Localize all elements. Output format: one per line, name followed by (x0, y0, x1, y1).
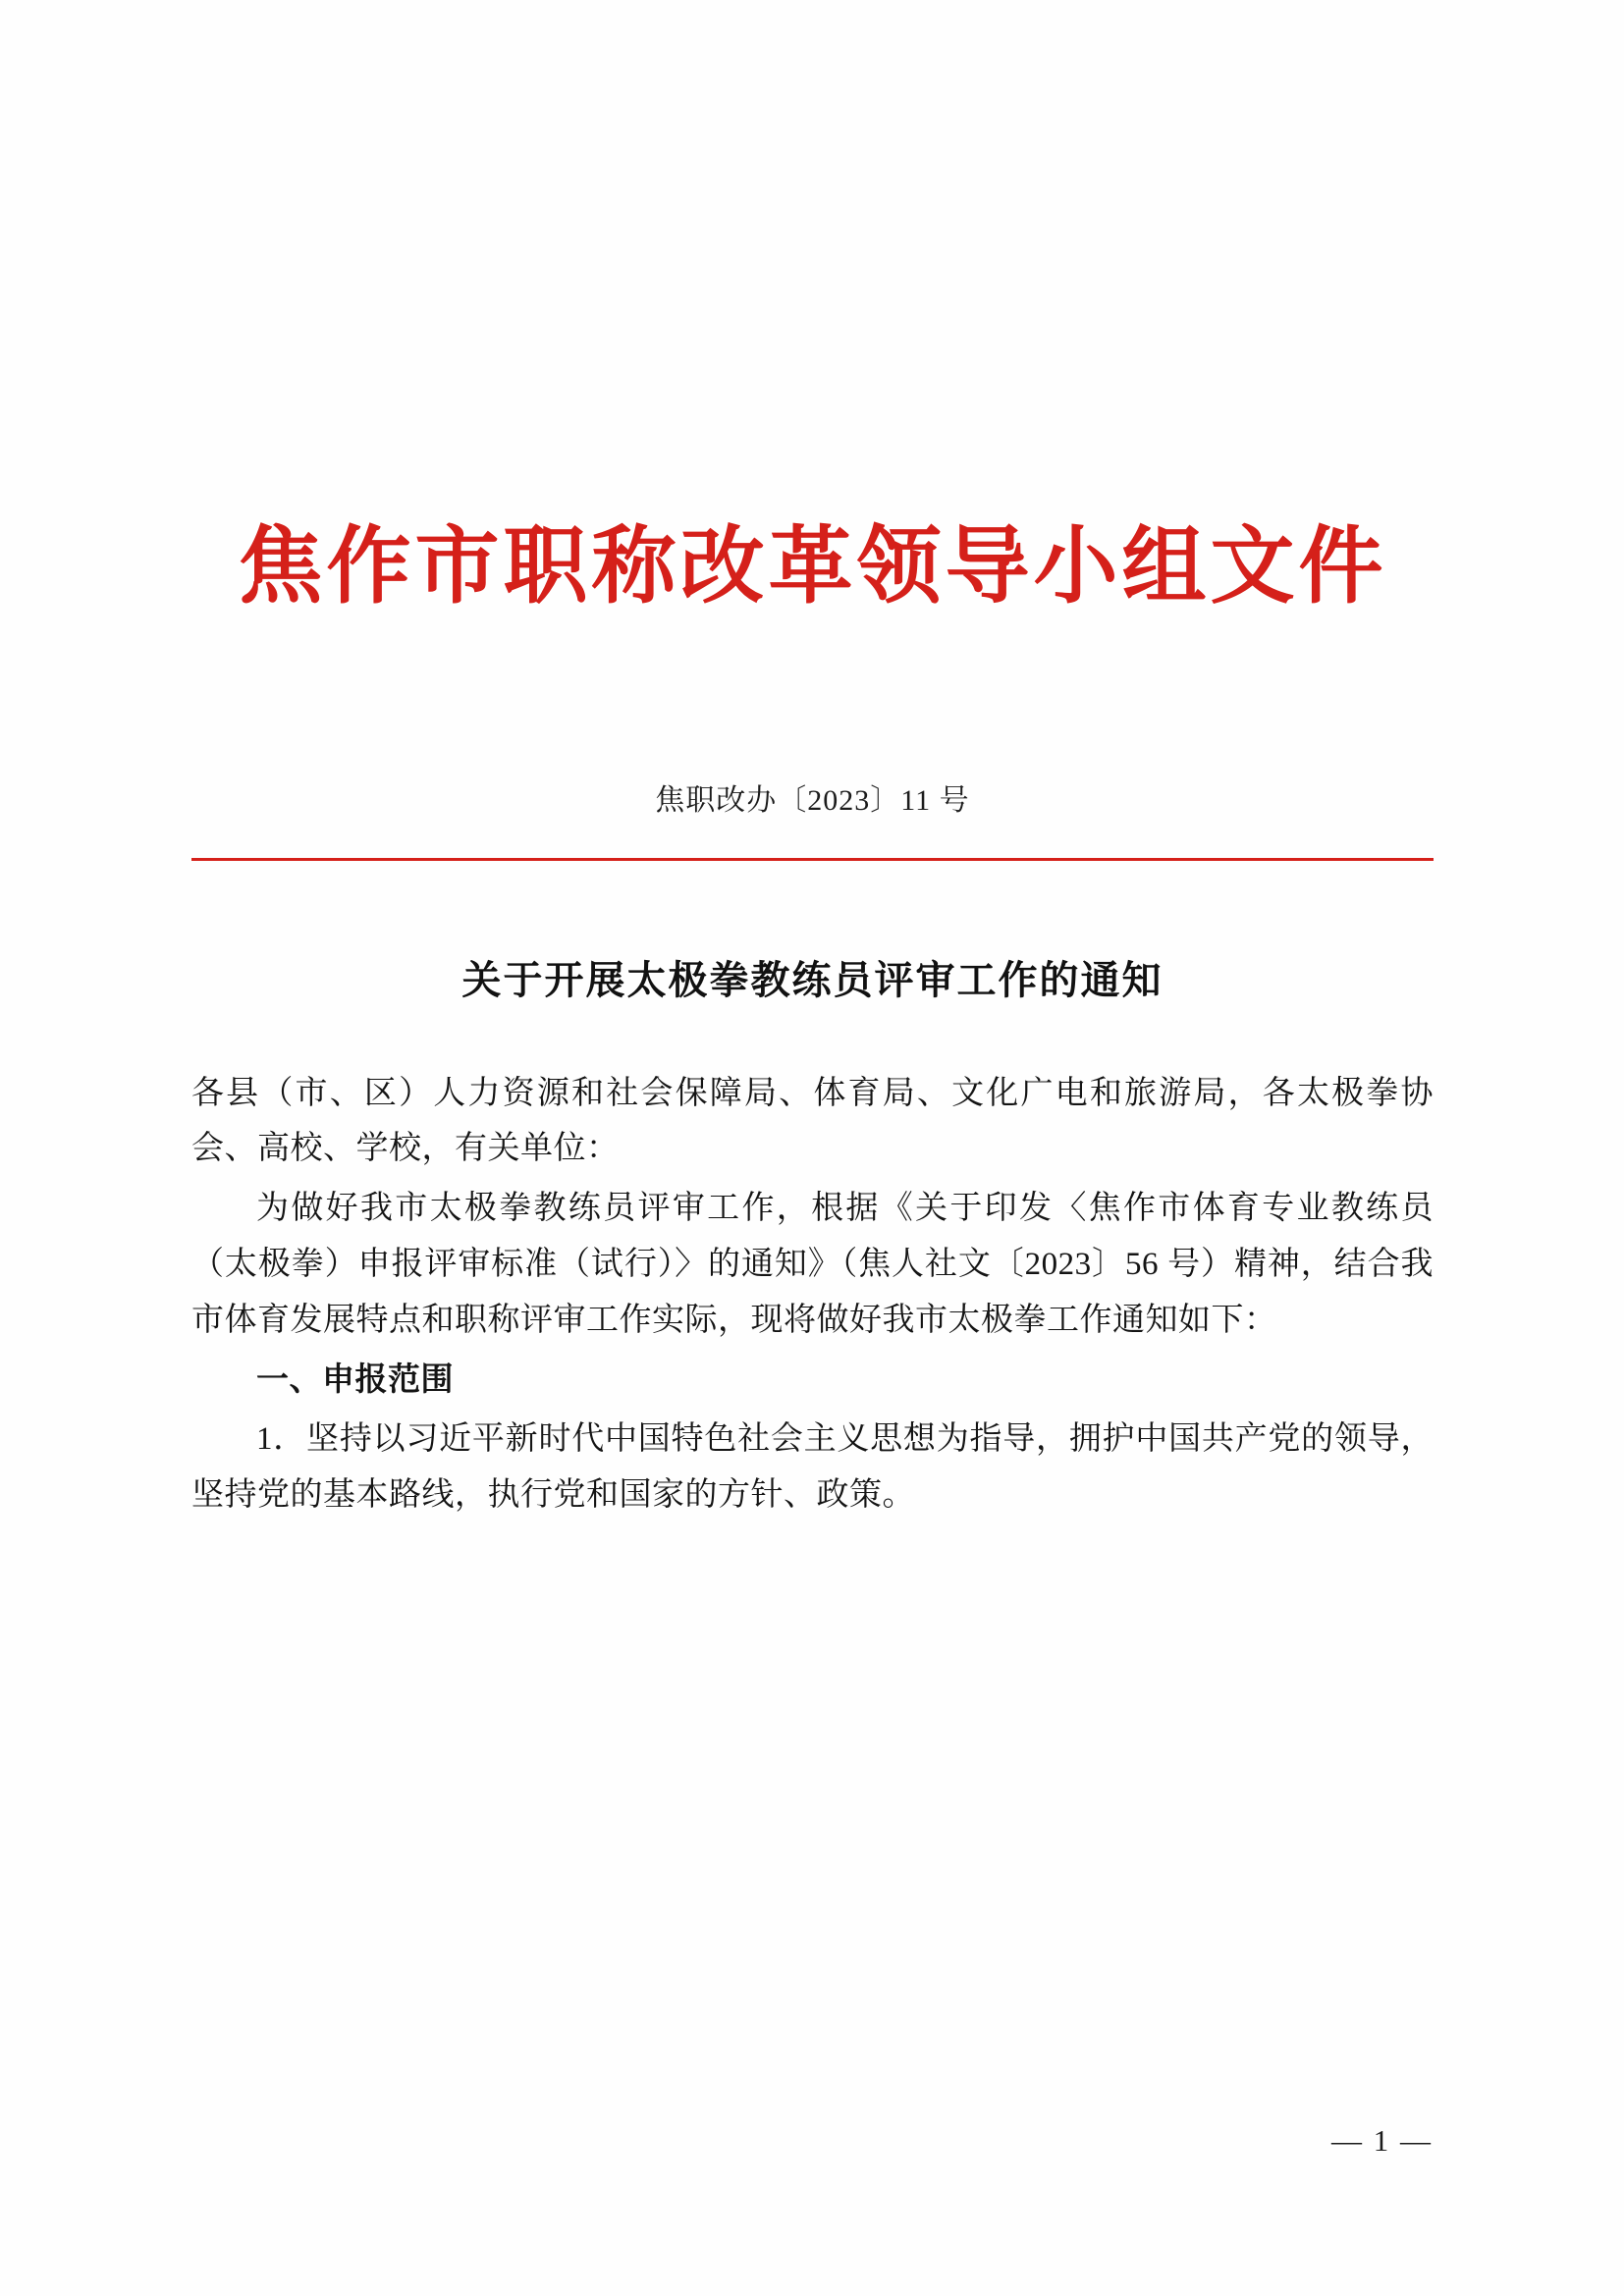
red-divider-rule (191, 858, 1434, 861)
paragraph-item-one: 1．坚持以习近平新时代中国特色社会主义思想为指导，拥护中国共产党的领导，坚持党的基本路线，执行党和国家的方针、政策。 (191, 1421, 1434, 1513)
document-header-banner: 焦作市职称改革领导小组文件 (238, 516, 1387, 615)
paragraph-section-heading-one: 一、申报范围 (256, 1360, 454, 1399)
document-title: 关于开展太极拳教练员评审工作的通知 (461, 956, 1164, 1003)
document-body (191, 1066, 1434, 1523)
paragraph-preamble: 为做好我市太极拳教练员评审工作，根据《关于印发〈焦作市体育专业教练员（太极拳）申报评审标准（试行）〉的通知》（焦人社文〔2023〕56 号）精神，结合我市体育发展特点和职称评审工作实际，现将做好我市太极拳工作通知如下： (191, 1191, 1434, 1338)
document-content (191, 0, 1434, 1527)
document-number: 焦职改办〔2023〕11 号 (655, 783, 970, 817)
paragraph-addressee: 各县（市、区）人力资源和社会保障局、体育局、文化广电和旅游局，各太极拳协会、高校、学校，有关单位： (191, 1075, 1434, 1167)
page-number: — 1 — (1331, 2123, 1433, 2158)
